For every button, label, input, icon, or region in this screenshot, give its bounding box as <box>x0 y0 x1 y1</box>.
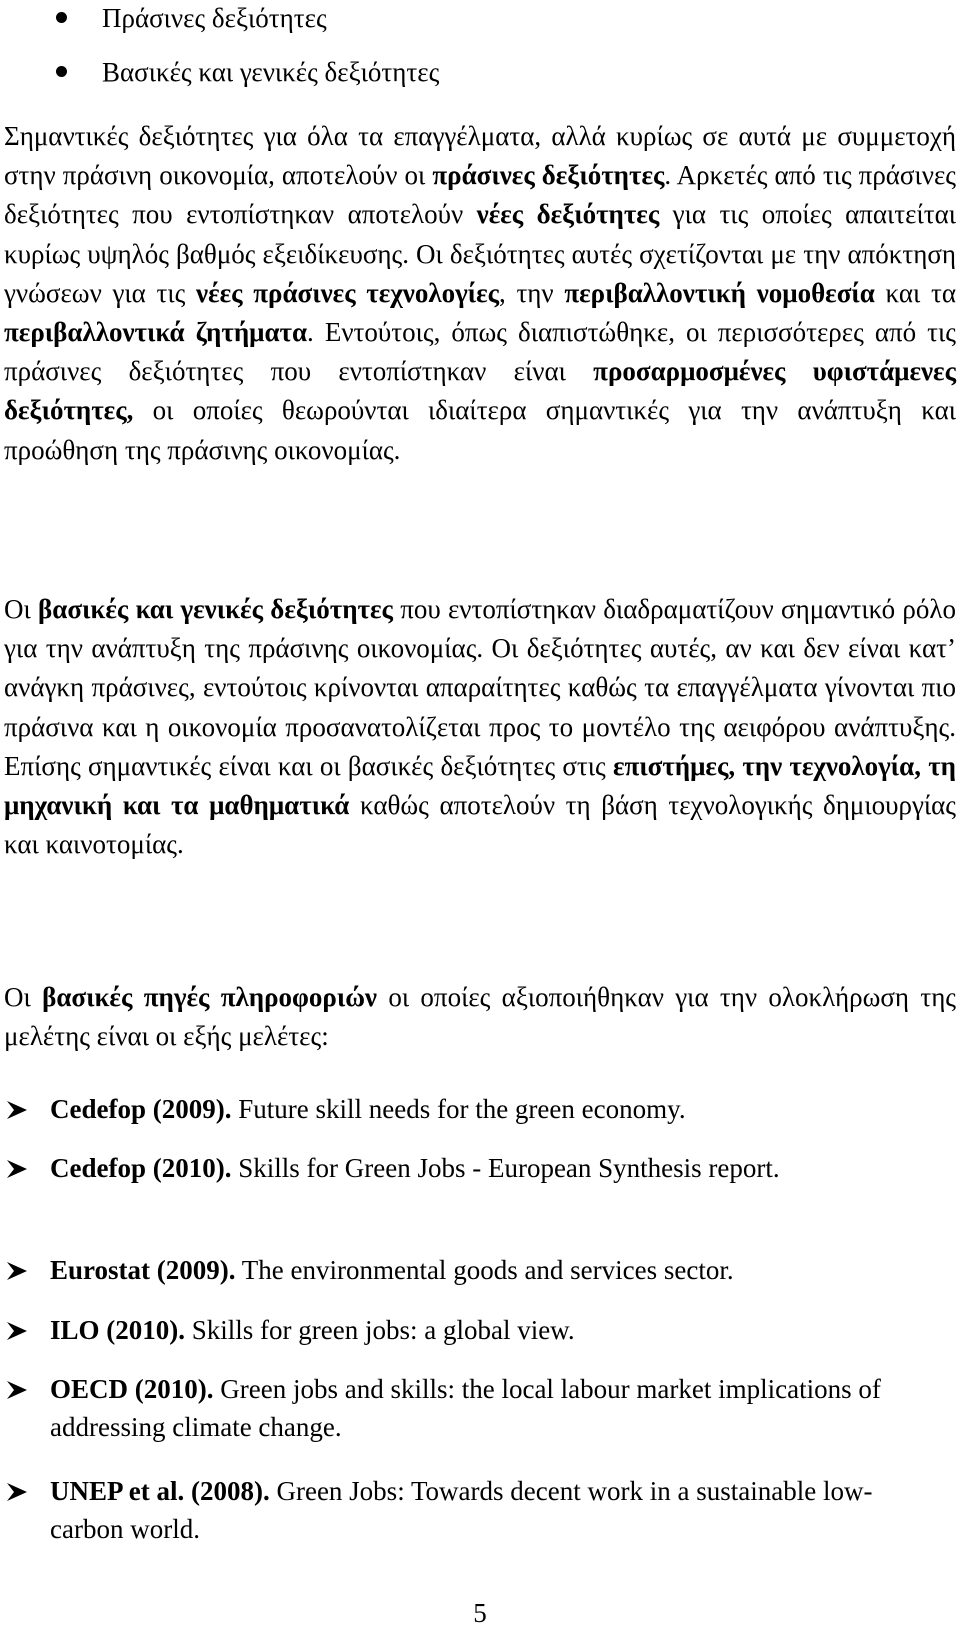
bullet-dot-icon <box>56 12 67 23</box>
text-run: . Εντούτοις, όπως διαπιστώθηκε, οι περισσότερες από τις πράσινες δεξιότητες που εντοπίστηκαν είναι <box>4 317 956 387</box>
bold-run: νέες πράσινες τεχνολογίες <box>196 277 500 308</box>
text-run: οι οποίες θεωρούνται ιδιαίτερα σημαντικές για την ανάπτυξη και προώθηση της πράσινης οικονομίας. <box>4 395 956 465</box>
reference-source: Cedefop (2010). <box>50 1153 232 1183</box>
text-run: και τα <box>874 277 957 308</box>
arrowhead-bullet-icon <box>6 1321 28 1341</box>
bold-run: περιβαλλοντική νομοθεσία <box>564 277 875 308</box>
reference-source: OECD (2010). <box>50 1374 214 1404</box>
bullet-text: Βασικές και γενικές δεξιότητες <box>102 57 440 87</box>
bold-run: βασικές πηγές πληροφοριών <box>42 982 378 1012</box>
reference-title: Green jobs and skills: the local labour market implications of addressing climate change. <box>50 1374 881 1442</box>
text-run: για τις οποίες απαιτείται κυρίως υψηλός βαθμός εξειδίκευσης. Οι δεξιότητες αυτές σχετίζονται με την απόκτηση γνώσεων για τις <box>4 199 956 308</box>
bold-run: νέες δεξιότητες <box>476 199 660 230</box>
text-run: καθώς αποτελούν τη βάση τεχνολογικής δημιουργίας και καινοτομίας. <box>4 790 956 860</box>
page-number: 5 <box>473 1598 487 1628</box>
paragraph-green-skills <box>4 117 956 470</box>
reference-item <box>0 1149 900 1187</box>
text-run: Οι <box>4 594 39 624</box>
bold-run: πράσινες δεξιότητες <box>432 160 665 191</box>
reference-title: Skills for Green Jobs - European Synthesis report. <box>231 1153 780 1183</box>
arrowhead-bullet-icon <box>6 1380 28 1400</box>
text-run: Οι <box>4 982 43 1012</box>
reference-source: Cedefop (2009). <box>50 1094 232 1124</box>
reference-item <box>0 1472 900 1548</box>
arrowhead-bullet-icon <box>6 1100 28 1120</box>
reference-item <box>0 1090 900 1128</box>
arrowhead-bullet-icon <box>6 1159 28 1179</box>
reference-item <box>0 1311 900 1349</box>
bold-run: βασικές και γενικές δεξιότητες <box>38 594 393 624</box>
text-run: , την <box>499 277 565 308</box>
text-run: που εντοπίστηκαν διαδραματίζουν σημαντικό ρόλο για την ανάπτυξη της πράσινης οικονομίας. Οι δεξιότητες αυτές, αν και δεν είναι κατ’ ανάγκη πράσινες, εντούτοις κρίνονται απαραίτητες καθώς τα επαγγέλματα γίνονται πιο πράσινα και η οικονομία προσανατολίζεται προς το μοντέλο της αειφόρου ανάπτυξης. Επίσης σημαντικές είναι και οι βασικές δεξιότητες στις <box>4 594 956 781</box>
reference-title: Green Jobs: Towards decent work in a sustainable low-carbon world. <box>50 1476 873 1544</box>
arrowhead-bullet-icon <box>6 1261 28 1281</box>
reference-title: Skills for green jobs: a global view. <box>185 1315 575 1345</box>
arrowhead-bullet-icon <box>6 1482 28 1502</box>
reference-item <box>0 1251 900 1289</box>
bold-run: προσαρμοσμένες υφιστάμενες δεξιότητες, <box>4 356 956 426</box>
bullet-dot-icon <box>56 66 67 77</box>
text-run: οι οποίες αξιοποιήθηκαν για την ολοκλήρωση της μελέτης είναι οι εξής μελέτες: <box>4 982 956 1052</box>
reference-title: The environmental goods and services sector. <box>235 1255 734 1285</box>
reference-title: Future skill needs for the green economy. <box>231 1094 686 1124</box>
paragraph-basic-skills <box>4 590 956 864</box>
reference-source: UNEP et al. (2008). <box>50 1476 270 1506</box>
reference-source: Eurostat (2009). <box>50 1255 236 1285</box>
text-run: . Αρκετές από τις πράσινες δεξιότητες που εντοπίστηκαν αποτελούν <box>4 160 956 230</box>
reference-source: ILO (2010). <box>50 1315 185 1345</box>
text-run: Σημαντικές δεξιότητες για όλα τα επαγγέλματα, αλλά κυρίως σε αυτά με συμμετοχή στην πράσινη οικονομία, αποτελούν οι <box>4 121 956 191</box>
bold-run: επιστήμες, την τεχνολογία, τη μηχανική και τα μαθηματικά <box>4 750 956 821</box>
reference-item <box>0 1370 900 1446</box>
paragraph-sources <box>4 978 956 1056</box>
bold-run: περιβαλλοντικά ζητήματα <box>4 317 308 348</box>
bullet-text: Πράσινες δεξιότητες <box>102 3 327 33</box>
